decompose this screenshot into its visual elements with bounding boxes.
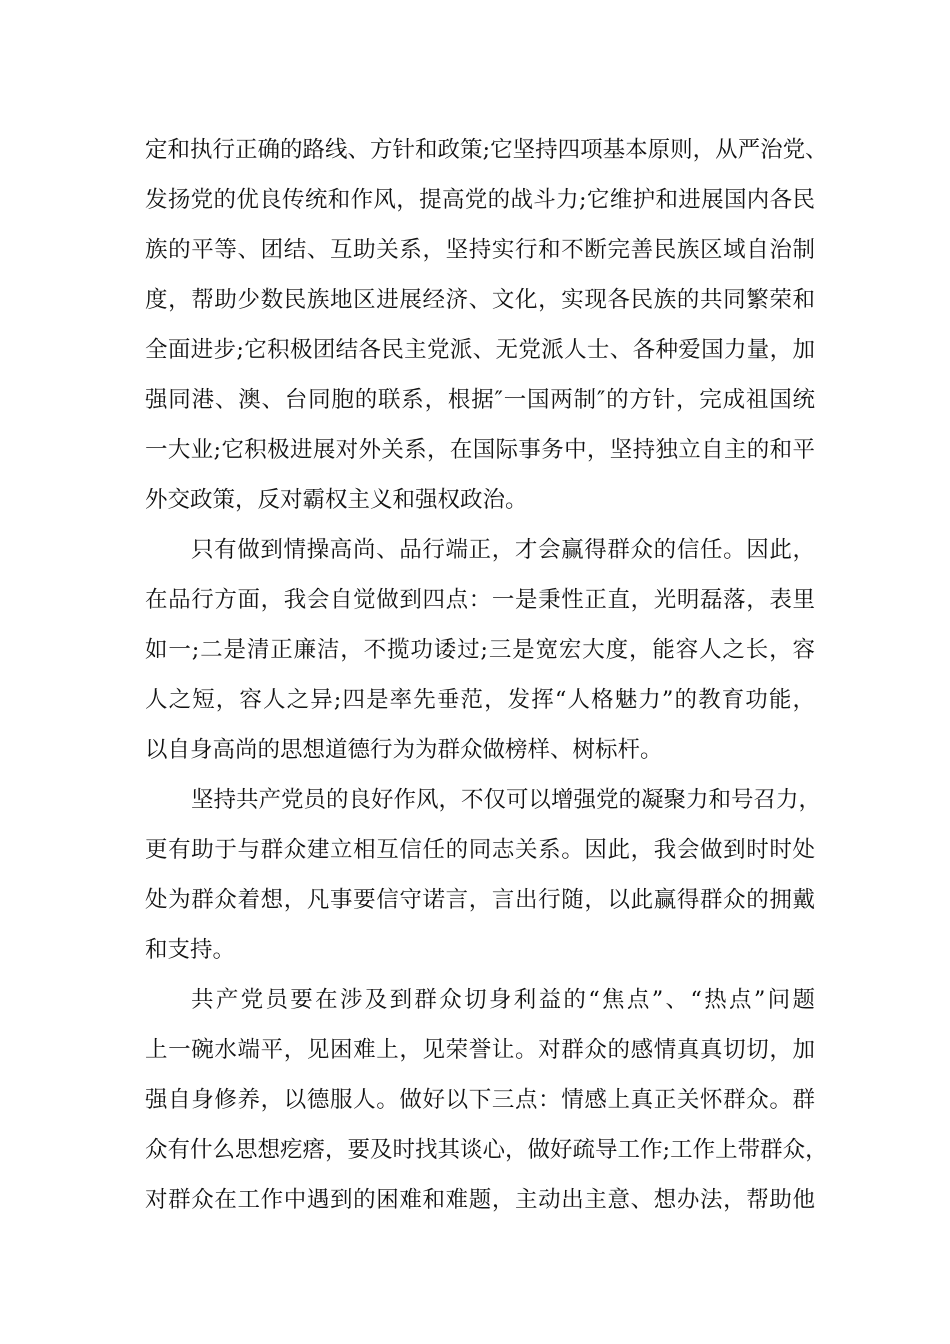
text-line: 一大业;它积极进展对外关系，在国际事务中，坚持独立自主的和平 [145,437,815,463]
text-line: 族的平等、团结、互助关系，坚持实行和不断完善民族区域自治制 [145,237,815,263]
text-line: 和支持。 [145,937,236,963]
text-line: 更有助于与群众建立相互信任的同志关系。因此，我会做到时时处 [145,837,815,863]
text-line: 度，帮助少数民族地区进展经济、文化，实现各民族的共同繁荣和 [145,287,815,313]
text-line: 发扬党的优良传统和作风，提高党的战斗力;它维护和进展国内各民 [145,187,815,213]
text-line: 在品行方面，我会自觉做到四点：一是秉性正直，光明磊落，表里 [145,587,815,613]
text-line: 全面进步;它积极团结各民主党派、无党派人士、各种爱国力量，加 [145,337,815,363]
paragraph-first-line: 共产党员要在涉及到群众切身利益的“焦点”、“热点”问题 [191,987,815,1013]
text-line: 以自身高尚的思想道德行为为群众做榜样、树标杆。 [145,737,663,763]
text-line: 人之短，容人之异;四是率先垂范，发挥“人格魅力”的教育功能， [145,687,815,713]
paragraph-first-line: 坚持共产党员的良好作风，不仅可以增强党的凝聚力和号召力， [191,787,822,813]
text-line: 定和执行正确的路线、方针和政策;它坚持四项基本原则，从严治党、 [145,137,828,163]
paragraph-first-line: 只有做到情操高尚、品行端正，才会赢得群众的信任。因此， [191,537,815,563]
text-line: 处为群众着想，凡事要信守诺言，言出行随，以此赢得群众的拥戴 [145,887,815,913]
text-line: 对群众在工作中遇到的困难和难题，主动出主意、想办法，帮助他 [145,1187,815,1213]
text-line: 如一;二是清正廉洁，不揽功诿过;三是宽宏大度，能容人之长，容 [145,637,815,663]
text-line: 强自身修养，以德服人。做好以下三点：情感上真正关怀群众。群 [145,1087,815,1113]
text-line: 众有什么思想疙瘩，要及时找其谈心，做好疏导工作;工作上带群众， [145,1137,828,1163]
text-line: 外交政策，反对霸权主义和强权政治。 [145,487,528,513]
text-line: 强同港、澳、台同胞的联系，根据″一国两制″的方针，完成祖国统 [145,387,815,413]
text-line: 上一碗水端平，见困难上，见荣誉让。对群众的感情真真切切，加 [145,1037,815,1063]
